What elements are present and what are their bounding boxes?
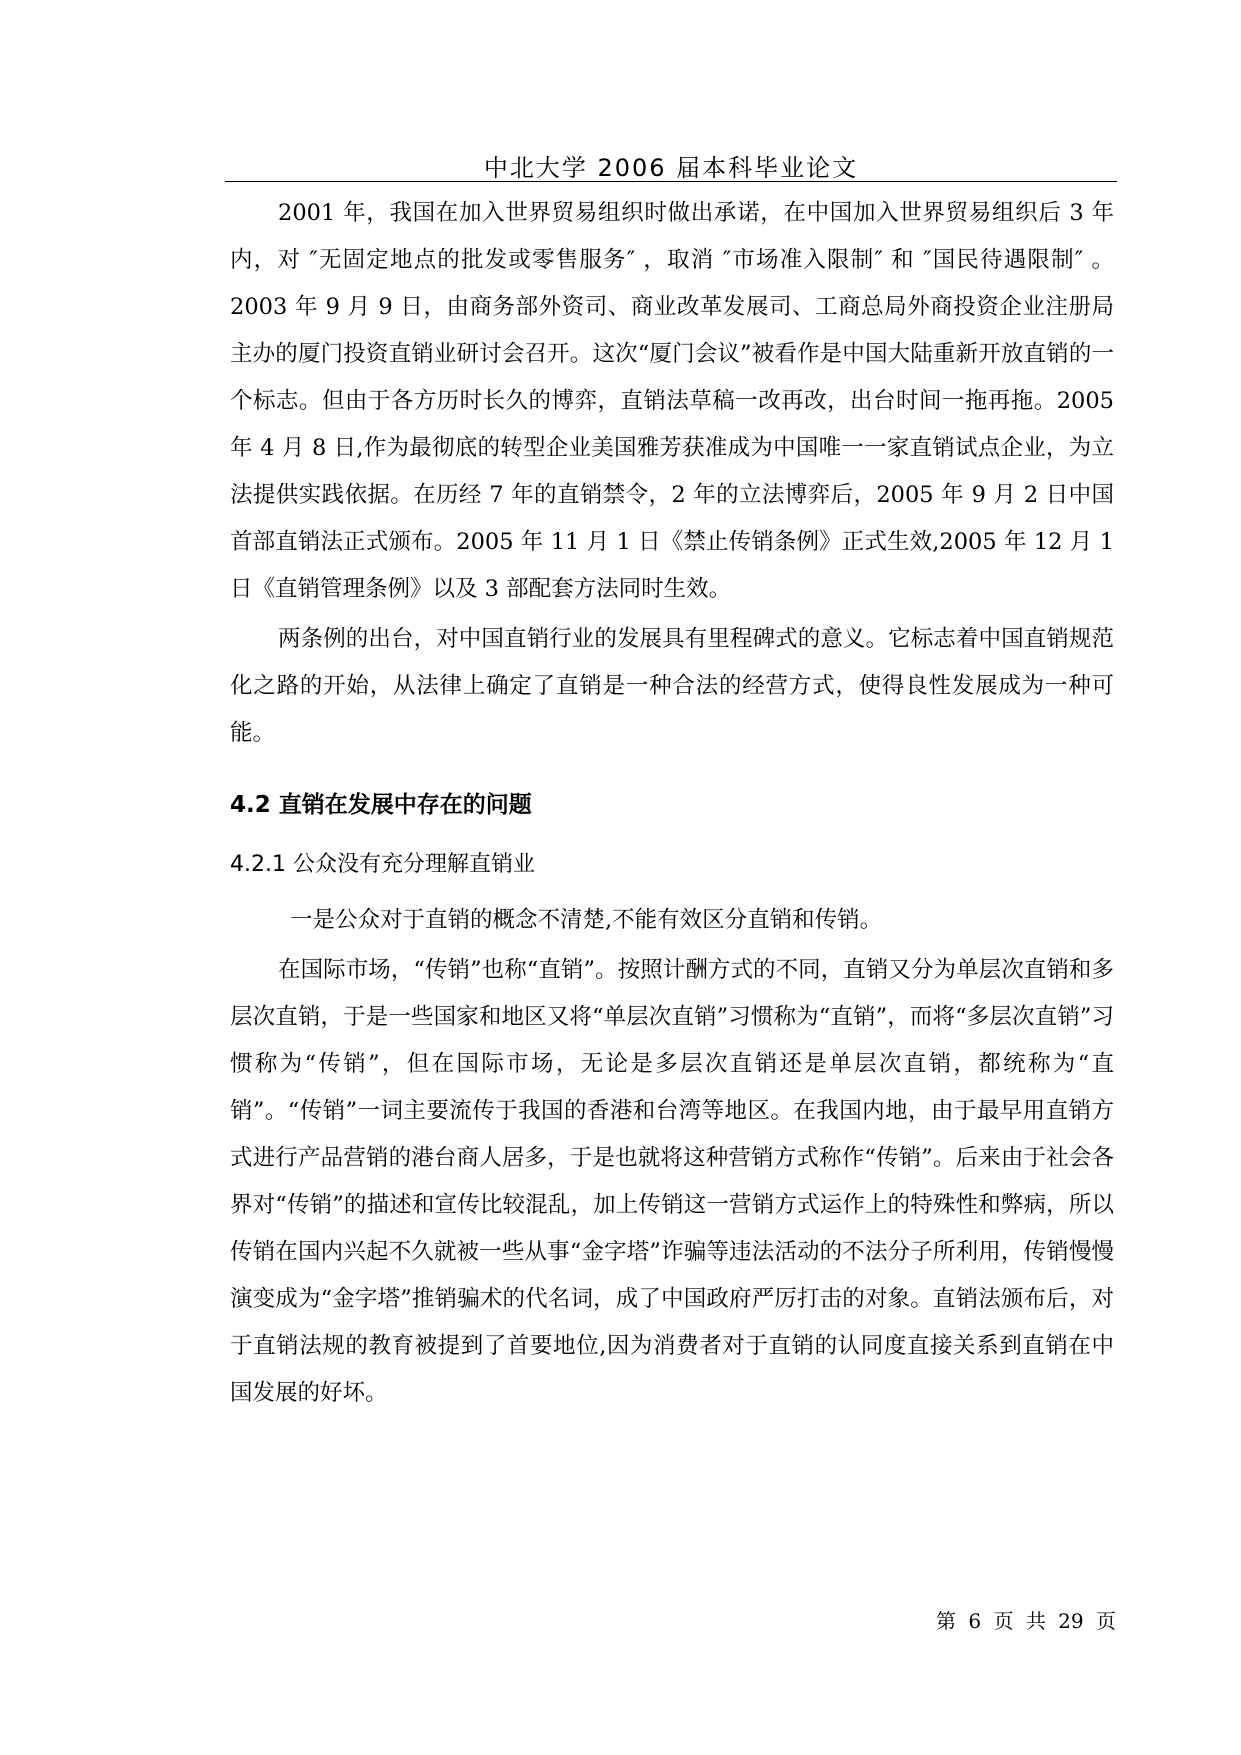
subsection-heading-4-2-1: 4.2.1 公众没有充分理解直销业 [230,852,535,877]
header-divider [225,181,1117,182]
paragraph-wto-commitment: 2001 年，我国在加入世界贸易组织时做出承诺，在中国加入世界贸易组织后 3 年内，对 ″无固定地点的批发或零售服务″ ，取消 ″市场准入限制″ 和 ″国民待遇限制″ 。2003 年 9 月 9 日，由商务部外资司、商业改革发展司、工商总局外商投资企业注册局主办的厦门投资直销业研讨会召开。这次“厦门会议”被看作是中国大陆重新开放直销的一个标志。但由于各方历时长久的博弈，直销法草稿一改再改，出台时间一拖再拖。2005 年 4 月 8 日,作为最彻底的转型企业美国雅芳获准成为中国唯一一家直销试点企业，为立法提供实践依据。在历经 7 年的直销禁令，2 年的立法博弈后，2005 年 9 月 2 日中国首部直销法正式颁布。2005 年 11 月 1 日《禁止传销条例》正式生效,2005 年 12 月 1 日《直销管理条例》以及 3 部配套方法同时生效。 [230,200,1114,602]
paragraph-regulation-significance: 两条例的出台，对中国直销行业的发展具有里程碑式的意义。它标志着中国直销规范化之路的开始，从法律上确定了直销是一种合法的经营方式，使得良性发展成为一种可能。 [230,626,1114,746]
section-heading-4-2: 4.2 直销在发展中存在的问题 [230,792,532,818]
paragraph-international-market: 在国际市场，“传销”也称“直销”。按照计酬方式的不同，直销又分为单层次直销和多层次直销，于是一些国家和地区又将“单层次直销”习惯称为“直销”，而将“多层次直销”习惯称为“传销”，但在国际市场，无论是多层次直销还是单层次直销，都统称为“直销”。“传销”一词主要流传于我国的香港和台湾等地区。在我国内地，由于最早用直销方式进行产品营销的港台商人居多，于是也就将这种营销方式称作“传销”。后来由于社会各界对“传销”的描述和宣传比较混乱，加上传销这一营销方式运作上的特殊性和弊病，所以传销在国内兴起不久就被一些从事“金字塔”诈骗等违法活动的不法分子所利用，传销慢慢演变成为“金字塔”推销骗术的代名词，成了中国政府严厉打击的对象。直销法颁布后，对于直销法规的教育被提到了首要地位,因为消费者对于直销的认同度直接关系到直销在中国发展的好坏。 [230,957,1114,1406]
page-number-footer: 第 6 页 共 29 页 [936,1609,1116,1633]
document-body [230,190,1114,1417]
page-header-title: 中北大学 2006 届本科毕业论文 [483,154,859,182]
paragraph-public-confusion: 一是公众对于直销的概念不清楚,不能有效区分直销和传销。 [290,907,883,933]
